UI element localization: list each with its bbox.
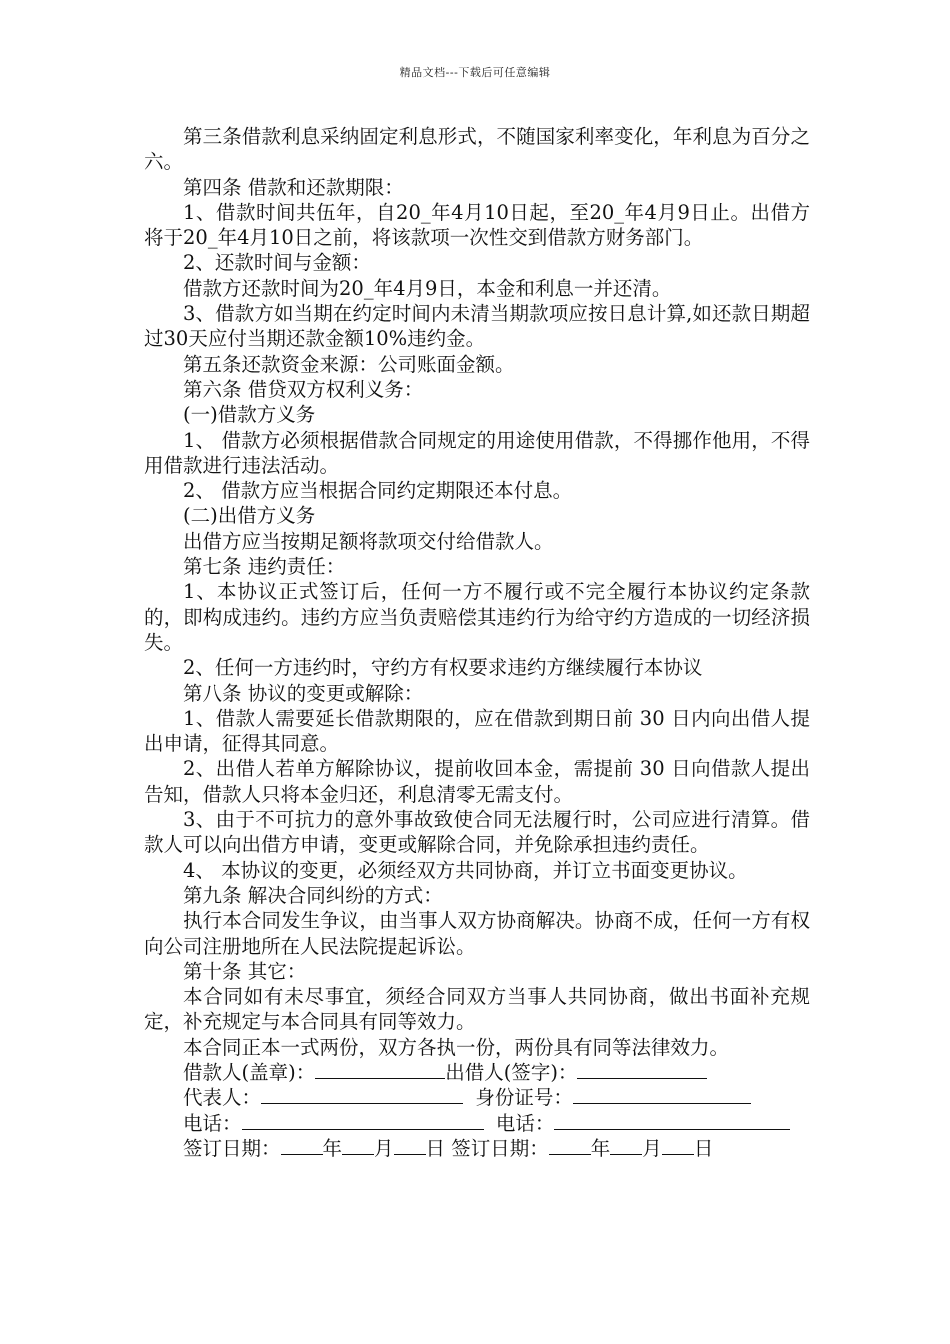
signature-row-phone bbox=[144, 1111, 810, 1136]
paragraph: 第三条借款利息采纳固定利息形式，不随国家利率变化，年利息为百分之六。 bbox=[144, 125, 810, 174]
paragraph: 1、借款时间共伍年，自20_年4月10日起，至20_年4月9日止。出借方将于20_年4月10日之前，将该款项一次性交到借款方财务部门。 bbox=[144, 200, 810, 250]
borrower-signature-line[interactable] bbox=[315, 1060, 445, 1079]
month-line-2[interactable] bbox=[610, 1136, 642, 1155]
id-label: 身份证号： bbox=[475, 1086, 573, 1110]
day-label: 日 bbox=[425, 1136, 446, 1160]
paragraph: 第八条 协议的变更或解除： bbox=[183, 681, 424, 705]
paragraph: 本合同正本一式两份，双方各执一份，两份具有同等法律效力。 bbox=[183, 1035, 730, 1059]
rep-field-line[interactable] bbox=[261, 1085, 463, 1104]
paragraph: 执行本合同发生争议，由当事人双方协商解决。协商不成，任何一方有权向公司注册地所在人民法院提起诉讼。 bbox=[144, 909, 810, 958]
paragraph: 1、借款人需要延长借款期限的，应在借款到期日前 30 日内向出借人提出申请，征得其同意。 bbox=[144, 706, 810, 756]
paragraph: 2、出借人若单方解除协议，提前收回本金，需提前 30 日向借款人提出告知，借款人只将本金归还，利息清零无需支付。 bbox=[144, 757, 810, 806]
month-label: 月 bbox=[374, 1136, 394, 1160]
day-line-2[interactable] bbox=[662, 1136, 694, 1155]
phone-field-line[interactable] bbox=[242, 1111, 484, 1130]
day-line[interactable] bbox=[394, 1136, 426, 1155]
date-label: 签订日期： bbox=[183, 1136, 281, 1160]
year-line[interactable] bbox=[281, 1136, 323, 1155]
paragraph: 第四条 借款和还款期限： bbox=[183, 175, 404, 199]
signature-row-parties bbox=[144, 1060, 810, 1085]
year-label-2: 年 bbox=[590, 1136, 611, 1160]
date-label-2: 签订日期： bbox=[451, 1136, 549, 1160]
paragraph: (一)借款方义务 bbox=[183, 403, 316, 427]
paragraph: (二)出借方义务 bbox=[183, 504, 316, 528]
month-line[interactable] bbox=[342, 1136, 374, 1155]
paragraph: 出借方应当按期足额将款项交付给借款人。 bbox=[183, 529, 554, 553]
day-label-2: 日 bbox=[693, 1136, 714, 1160]
id-field-line[interactable] bbox=[573, 1085, 751, 1104]
paragraph: 2、 借款方应当根据合同约定期限还本付息。 bbox=[183, 479, 573, 503]
signature-row-date bbox=[144, 1136, 810, 1161]
paragraph: 第七条 违约责任： bbox=[183, 555, 346, 579]
rep-label: 代表人： bbox=[183, 1086, 262, 1110]
paragraph: 1、 借款方必须根据借款合同规定的用途使用借款，不得挪作他用，不得用借款进行违法活动。 bbox=[144, 428, 810, 477]
paragraph: 本合同如有未尽事宜，须经合同双方当事人共同协商，做出书面补充规定，补充规定与本合同具有同等效力。 bbox=[144, 985, 810, 1034]
paragraph: 1、本协议正式签订后，任何一方不履行或不完全履行本协议约定条款的，即构成违约。违约方应当负责赔偿其违约行为给守约方造成的一切经济损失。 bbox=[144, 580, 810, 654]
month-label-2: 月 bbox=[642, 1136, 662, 1160]
phone-field-line-2[interactable] bbox=[554, 1111, 790, 1130]
paragraph: 3、借款方如当期在约定时间内未清当期款项应按日息计算,如还款日期超过30天应付当期还款金额10%违约金。 bbox=[144, 302, 810, 351]
paragraph: 2、任何一方违约时，守约方有权要求违约方继续履行本协议 bbox=[183, 656, 703, 680]
phone-label-2: 电话： bbox=[495, 1111, 555, 1135]
lender-label: 出借人(签字)： bbox=[445, 1060, 578, 1084]
paragraph: 第九条 解决合同纠纷的方式： bbox=[183, 883, 443, 907]
paragraph: 第十条 其它： bbox=[183, 959, 307, 983]
signature-row-rep bbox=[144, 1085, 810, 1110]
contract-body bbox=[144, 124, 810, 1161]
paragraph: 第六条 借贷双方权利义务： bbox=[183, 377, 424, 401]
page-header: 精品文档---下载后可任意编辑 bbox=[399, 66, 551, 79]
year-label: 年 bbox=[322, 1136, 343, 1160]
year-line-2[interactable] bbox=[549, 1136, 591, 1155]
paragraph: 2、还款时间与金额： bbox=[183, 251, 371, 275]
lender-signature-line[interactable] bbox=[577, 1060, 707, 1079]
paragraph: 借款方还款时间为20_年4月9日，本金和利息一并还清。 bbox=[183, 276, 672, 300]
phone-label: 电话： bbox=[183, 1111, 242, 1135]
paragraph: 第五条还款资金来源：公司账面金额。 bbox=[183, 352, 515, 376]
borrower-label: 借款人(盖章)： bbox=[183, 1060, 316, 1084]
paragraph: 3、由于不可抗力的意外事故致使合同无法履行时，公司应进行清算。借款人可以向出借方申请，变更或解除合同，并免除承担违约责任。 bbox=[144, 808, 810, 857]
paragraph: 4、 本协议的变更，必须经双方共同协商，并订立书面变更协议。 bbox=[183, 858, 748, 882]
